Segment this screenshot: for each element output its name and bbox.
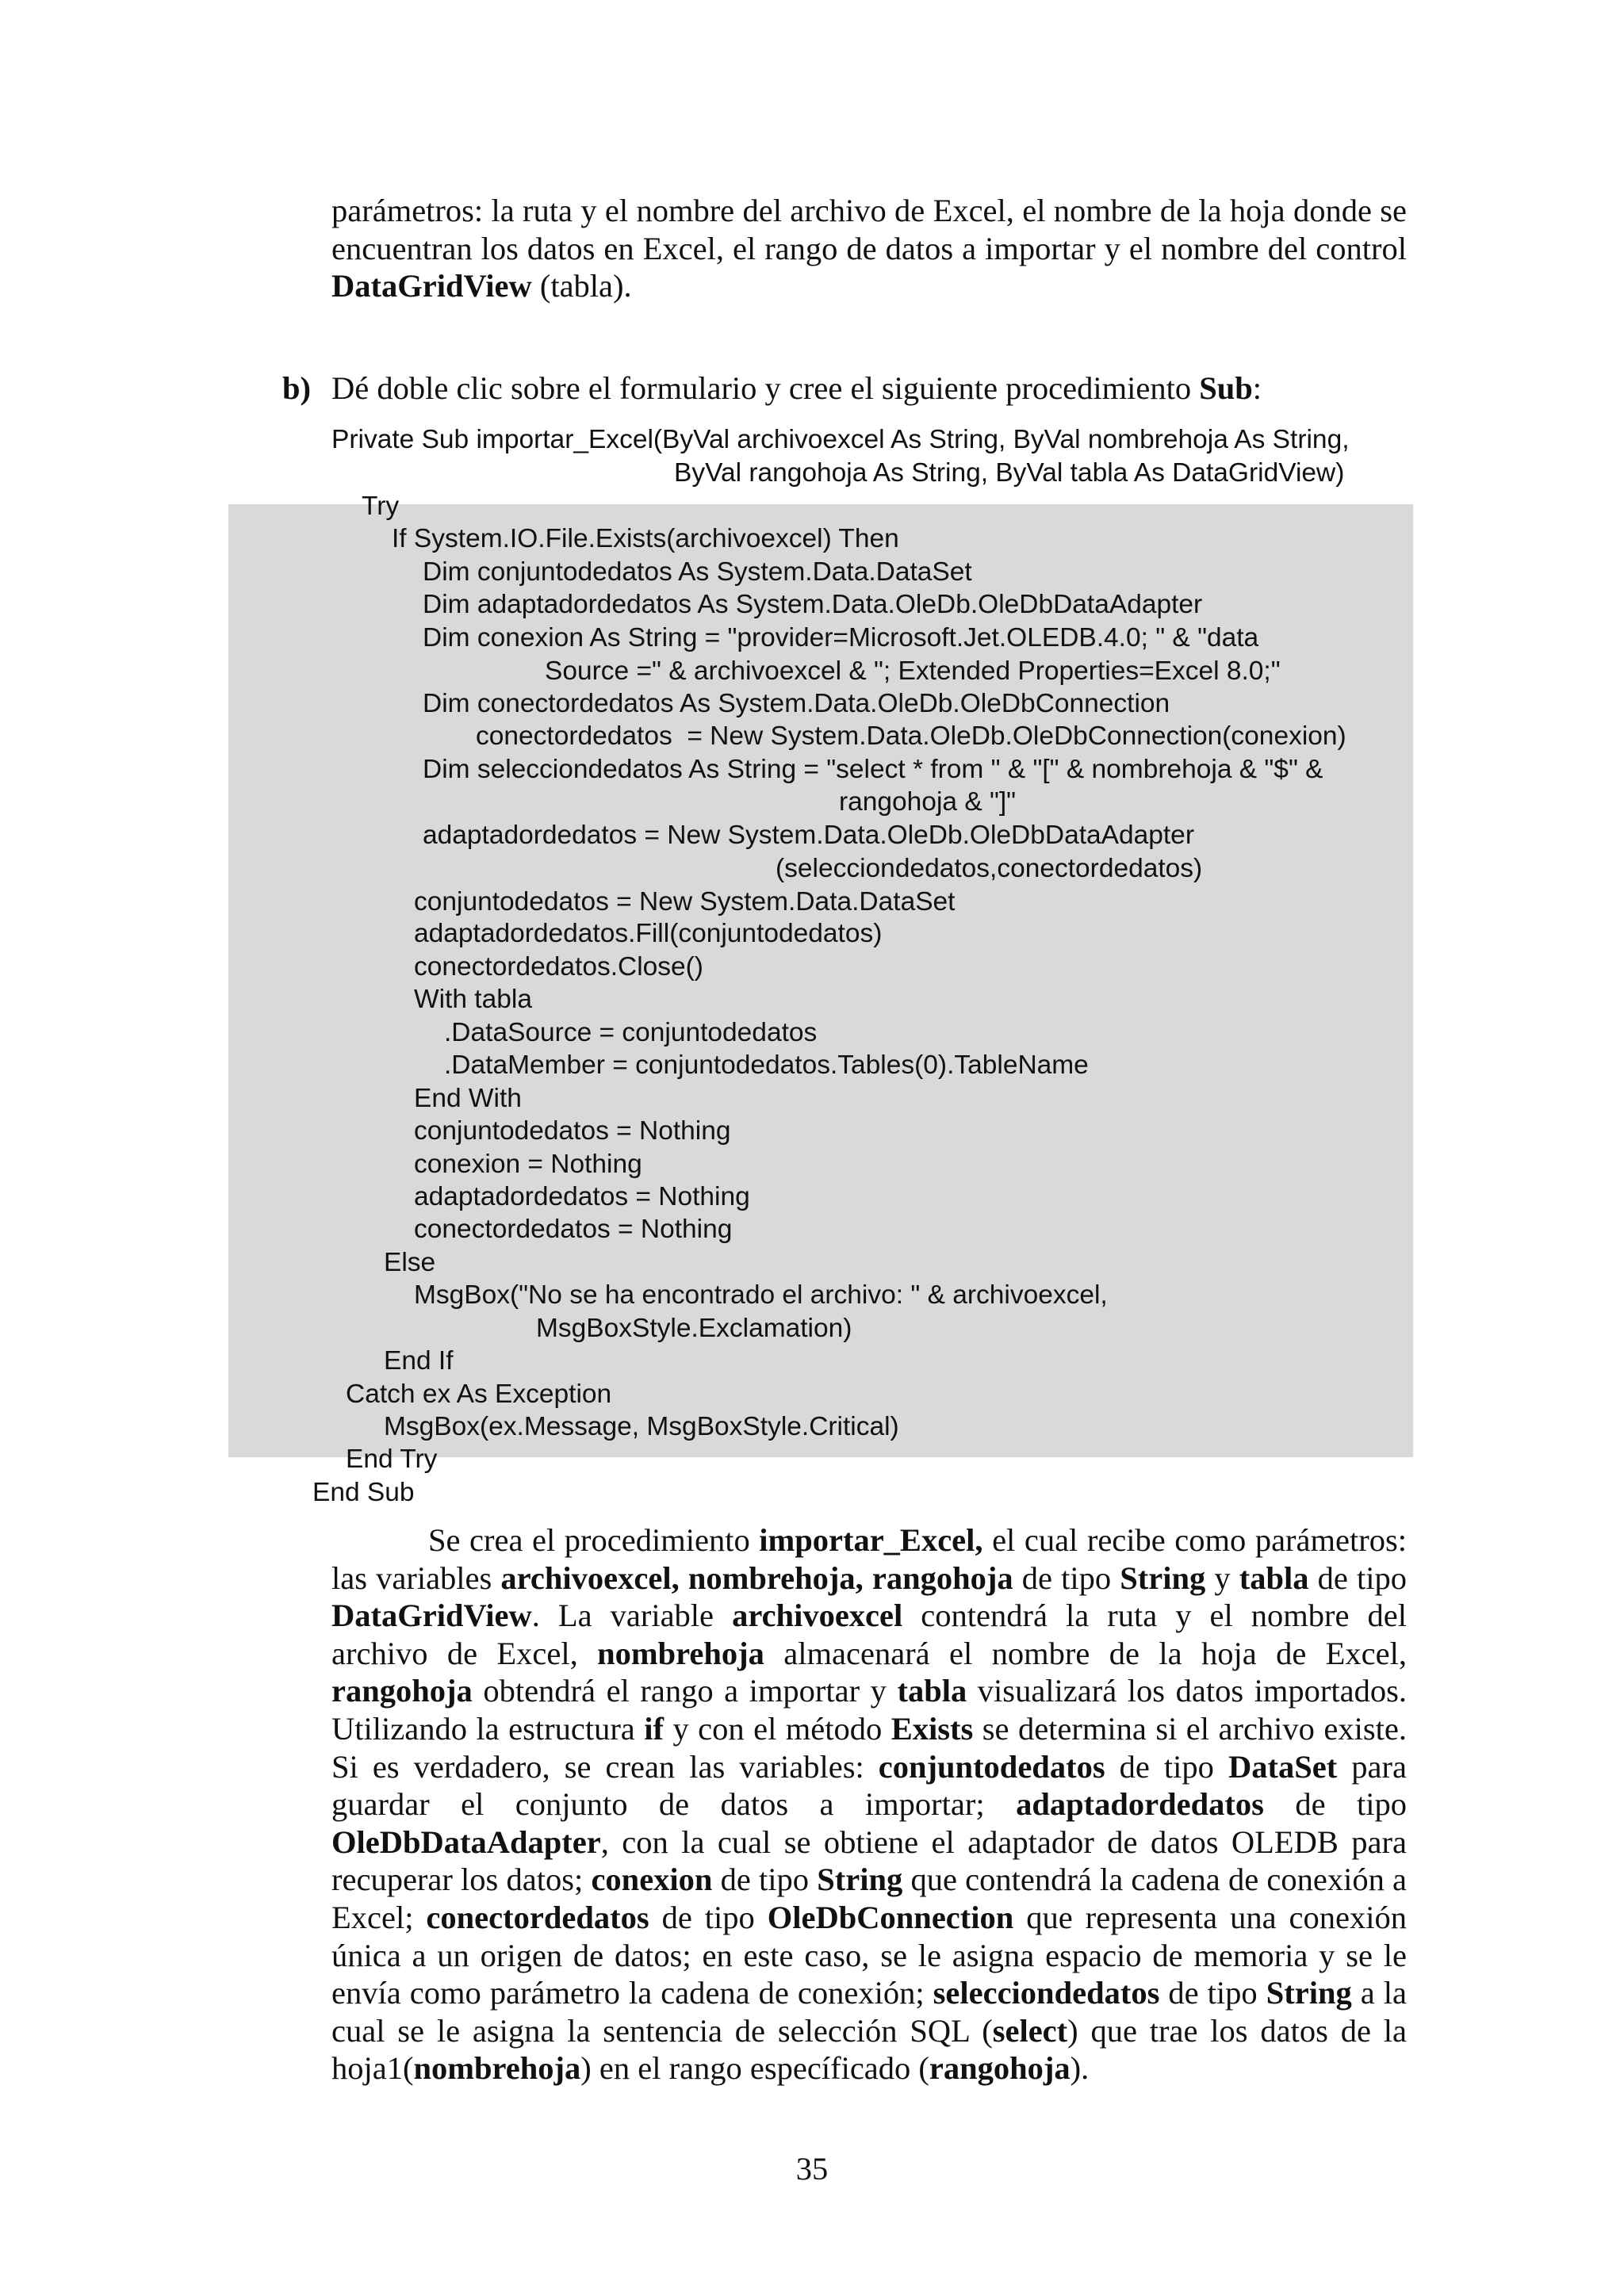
code-line: End Try [346, 1445, 438, 1474]
bold-term: Exists [891, 1710, 974, 1747]
text-run: Se crea el procedimiento [428, 1522, 760, 1558]
text-run: , con la cual se obtiene el adaptador de datos OLEDB para recuperar los datos; [331, 1823, 1407, 1898]
code-line: conexion = Nothing [414, 1150, 642, 1179]
text-run: (tabla). [531, 268, 632, 304]
code-line: Dim conjuntodedatos As System.Data.DataSet [423, 557, 972, 587]
page-number: 35 [795, 2151, 829, 2187]
code-line: conectordedatos = Nothing [414, 1215, 733, 1244]
text-run: se determina si el archivo existe. Si es verdadero, se crean las variables: [331, 1710, 1407, 1785]
code-line: .DataMember = conjuntodedatos.Tables(0).TableName [444, 1050, 1089, 1080]
code-line: Else [384, 1248, 436, 1277]
code-line: conjuntodedatos = Nothing [414, 1116, 731, 1146]
code-line: conectordedatos = New System.Data.OleDb.OleDbConnection(conexion) [476, 721, 1346, 751]
code-line: Dim adaptadordedatos As System.Data.OleDb.OleDbDataAdapter [423, 590, 1203, 619]
intro-paragraph [331, 192, 1407, 305]
bold-term: conjuntodedatos [878, 1748, 1105, 1785]
code-line: conectordedatos.Close() [414, 952, 703, 982]
code-line: MsgBox(ex.Message, MsgBoxStyle.Critical) [384, 1412, 899, 1441]
bold-term: importar_Excel, [759, 1522, 983, 1558]
text-run: que contendrá la cadena de conexión a Excel; [331, 1862, 1407, 1935]
bold-term: OleDbConnection [767, 1899, 1014, 1935]
bold-term: tabla [897, 1673, 967, 1709]
bold-term: rangohoja [929, 2050, 1071, 2087]
explanation-paragraph [331, 1521, 1407, 2087]
code-line: Private Sub importar_Excel(ByVal archivoexcel As String, ByVal nombrehoja As String, [331, 425, 1350, 454]
text-run: parámetros: la ruta y el nombre del archivo de Excel, el nombre de la hoja donde se encuentran los datos en Excel, el rango de datos a importar y el nombre del control [331, 193, 1407, 266]
code-line: adaptadordedatos = New System.Data.OleDb.OleDbDataAdapter [423, 821, 1194, 850]
code-line: Dim selecciondedatos As String = "select * from " & "[" & nombrehoja & "$" & [423, 755, 1323, 784]
list-item-text: Dé doble clic sobre el formulario y cree el siguiente procedimiento Sub: [331, 370, 1262, 406]
code-line: If System.IO.File.Exists(archivoexcel) Then [392, 524, 899, 553]
bold-term: selecciondedatos [933, 1975, 1160, 2011]
text-run: y con el método [664, 1710, 891, 1747]
bold-term: DataGridView [331, 268, 532, 304]
bold-term: String [817, 1862, 903, 1898]
text-run: visualizará los datos importados. Utilizando la estructura [331, 1673, 1407, 1747]
bold-term: rangohoja [331, 1673, 473, 1709]
text-run: a la cual se le asigna la sentencia de selección SQL ( [331, 1975, 1407, 2049]
bold-term: archivoexcel, nombrehoja, rangohoja [500, 1559, 1013, 1596]
code-line: Dim conexion As String = "provider=Microsoft.Jet.OLEDB.4.0; " & "data [423, 623, 1259, 652]
code-line: Source =" & archivoexcel & "; Extended Properties=Excel 8.0;" [545, 656, 1281, 686]
text-run: para guardar el conjunto de datos a importar; [331, 1748, 1407, 1823]
code-line: Catch ex As Exception [346, 1380, 612, 1409]
bold-term: OleDbDataAdapter [331, 1823, 601, 1860]
text-run: ) en el rango específicado ( [580, 2050, 929, 2087]
text-run: . La variable [531, 1598, 733, 1634]
text-run: de tipo [1308, 1559, 1407, 1596]
bold-term: nombrehoja [597, 1635, 764, 1671]
code-line: Try [362, 492, 400, 521]
bold-term: conectordedatos [426, 1899, 649, 1935]
code-line: rangohoja & "]" [839, 787, 1017, 817]
code-line: End Sub [312, 1478, 415, 1507]
code-line: End If [384, 1346, 454, 1376]
bold-term: adaptadordedatos [1016, 1786, 1264, 1823]
code-line: End With [414, 1084, 522, 1113]
bold-term: select [992, 2012, 1068, 2049]
code-line: (selecciondedatos,conectordedatos) [776, 854, 1203, 883]
code-line: MsgBoxStyle.Exclamation) [536, 1314, 852, 1343]
code-line: adaptadordedatos = Nothing [414, 1182, 750, 1211]
text-run: de tipo [649, 1899, 768, 1935]
bold-term: nombrehoja [413, 2050, 581, 2087]
bold-term: if [644, 1710, 664, 1747]
text-run: ). [1070, 2050, 1090, 2087]
text-run: que representa una conexión única a un origen de datos; en este caso, se le asigna espacio de memoria y se le envía como parámetro la cadena de conexión; [331, 1899, 1407, 2011]
text-run: el cual recibe como parámetros: las variables [331, 1522, 1407, 1596]
text-run: de tipo [1159, 1975, 1266, 2011]
code-line: conjuntodedatos = New System.Data.DataSet [414, 887, 956, 916]
bold-term: DataSet [1228, 1748, 1338, 1785]
text-run: de tipo [712, 1862, 818, 1898]
code-line: .DataSource = conjuntodedatos [444, 1018, 818, 1047]
code-line: Dim conectordedatos As System.Data.OleDb.OleDbConnection [423, 689, 1170, 718]
text-run: almacenará el nombre de la hoja de Excel, [764, 1635, 1408, 1671]
code-line: With tabla [414, 985, 532, 1014]
code-line: MsgBox("No se ha encontrado el archivo: " & archivoexcel, [414, 1280, 1108, 1310]
bold-term: conexion [591, 1862, 713, 1898]
bold-term: DataGridView [331, 1598, 532, 1634]
text-run: contendrá la ruta y el nombre del archivo de Excel, [331, 1598, 1408, 1671]
bold-term: String [1266, 1975, 1352, 2011]
text-run: obtendrá el rango a importar y [472, 1673, 898, 1709]
list-item-marker: b) [282, 370, 312, 406]
text-run: y [1205, 1559, 1239, 1596]
bold-term: archivoexcel [732, 1598, 903, 1634]
text-run: ) que trae los datos de la hoja1( [331, 2012, 1408, 2087]
text-run: de tipo [1013, 1559, 1120, 1596]
code-line: ByVal rangohoja As String, ByVal tabla As DataGridView) [674, 458, 1345, 488]
bold-term: tabla [1239, 1559, 1309, 1596]
text-run: de tipo [1105, 1748, 1228, 1785]
code-line: adaptadordedatos.Fill(conjuntodedatos) [414, 919, 883, 948]
bold-term: String [1120, 1559, 1206, 1596]
text-run: de tipo [1263, 1786, 1407, 1823]
